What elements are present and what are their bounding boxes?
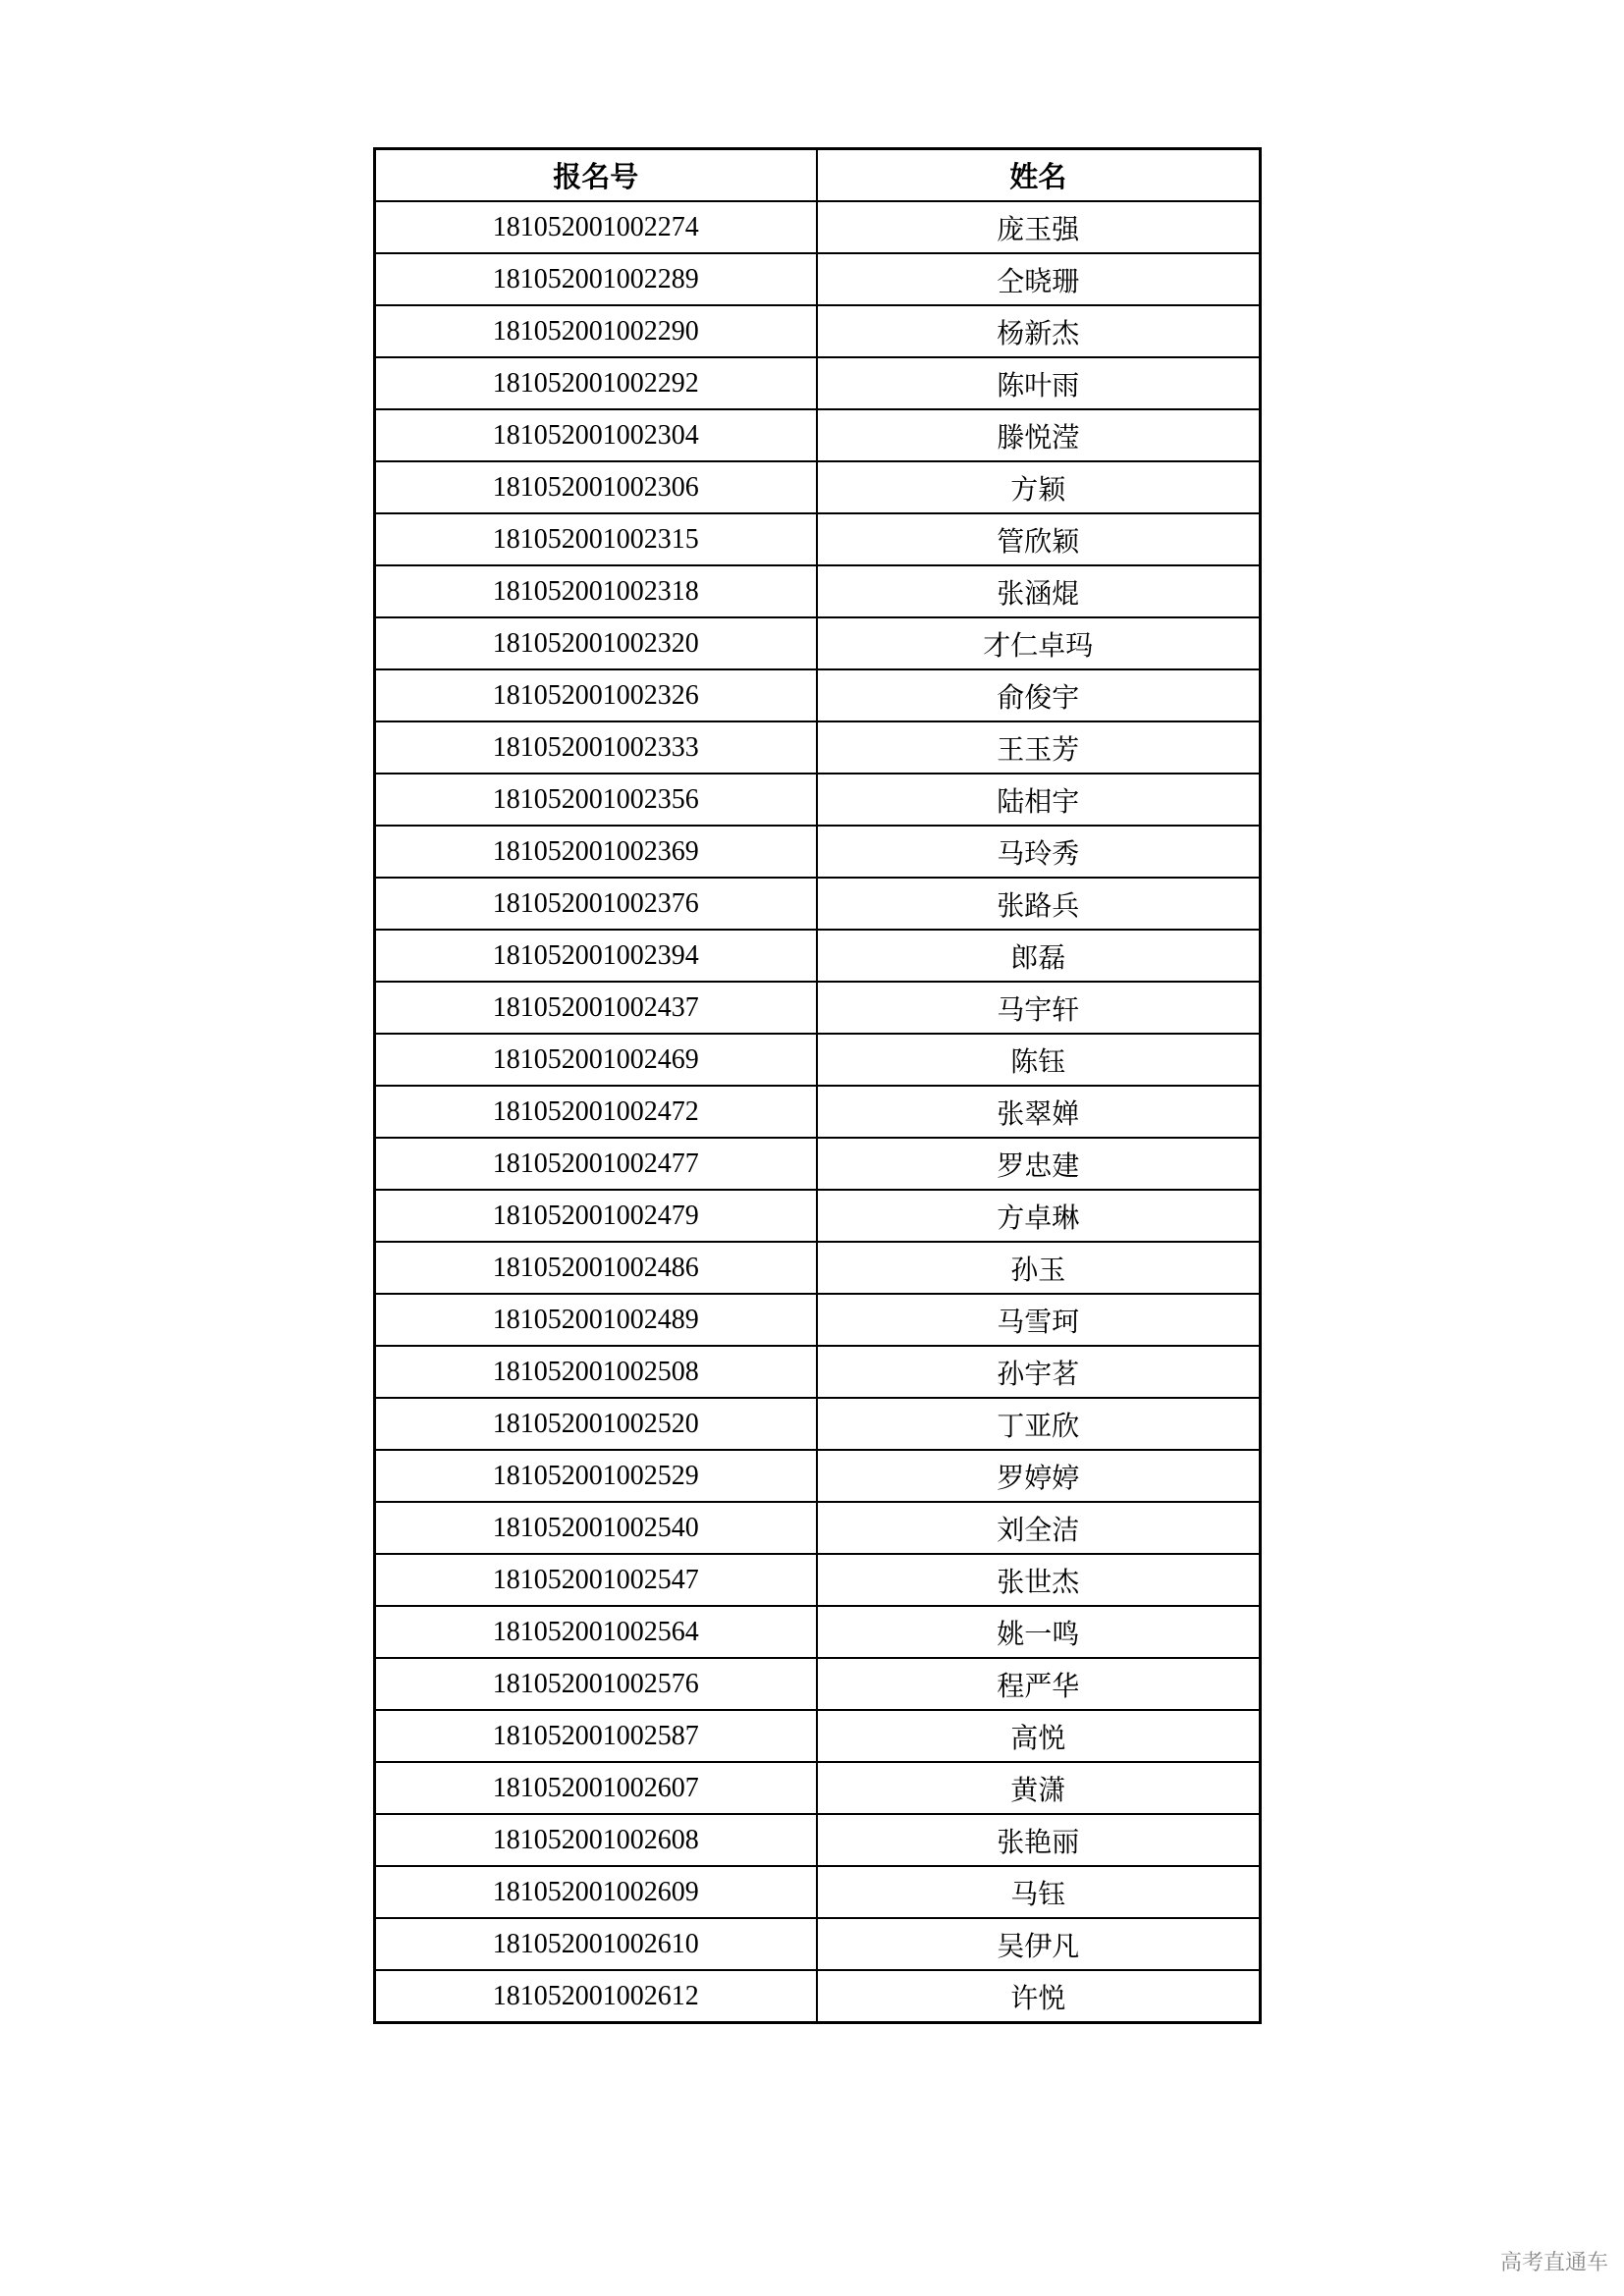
name-cell: 张涵焜 [817, 565, 1261, 617]
name-cell: 丁亚欣 [817, 1398, 1261, 1450]
table-row [375, 1554, 1261, 1606]
table-row [375, 774, 1261, 826]
registration-number-cell: 181052001002479 [375, 1190, 817, 1242]
registration-number-cell: 181052001002486 [375, 1242, 817, 1294]
name-cell: 滕悦滢 [817, 409, 1261, 461]
registration-number-cell: 181052001002318 [375, 565, 817, 617]
registration-number-cell: 181052001002306 [375, 461, 817, 513]
table-row [375, 305, 1261, 357]
registration-number-cell: 181052001002304 [375, 409, 817, 461]
registration-number-cell: 181052001002290 [375, 305, 817, 357]
name-cell: 刘全洁 [817, 1502, 1261, 1554]
registration-number-cell: 181052001002612 [375, 1970, 817, 2023]
name-cell: 才仁卓玛 [817, 617, 1261, 669]
name-cell: 张艳丽 [817, 1814, 1261, 1866]
table-row [375, 1970, 1261, 2023]
name-cell: 陈叶雨 [817, 357, 1261, 409]
name-cell: 俞俊宇 [817, 669, 1261, 721]
name-cell: 管欣颖 [817, 513, 1261, 565]
registration-number-cell: 181052001002576 [375, 1658, 817, 1710]
registration-number-cell: 181052001002508 [375, 1346, 817, 1398]
registration-number-cell: 181052001002320 [375, 617, 817, 669]
registration-number-cell: 181052001002289 [375, 253, 817, 305]
table-row [375, 1710, 1261, 1762]
registration-number-cell: 181052001002587 [375, 1710, 817, 1762]
registration-number-cell: 181052001002477 [375, 1138, 817, 1190]
table-row [375, 409, 1261, 461]
name-cell: 陈钰 [817, 1034, 1261, 1086]
name-cell: 高悦 [817, 1710, 1261, 1762]
registration-number-cell: 181052001002609 [375, 1866, 817, 1918]
table-row [375, 1034, 1261, 1086]
table-row [375, 878, 1261, 930]
table-row [375, 1502, 1261, 1554]
table-row [375, 513, 1261, 565]
registration-number-cell: 181052001002326 [375, 669, 817, 721]
table-row [375, 982, 1261, 1034]
name-cell: 吴伊凡 [817, 1918, 1261, 1970]
registration-number-cell: 181052001002376 [375, 878, 817, 930]
registration-number-cell: 181052001002529 [375, 1450, 817, 1502]
table-row [375, 1242, 1261, 1294]
table-row [375, 357, 1261, 409]
table-row [375, 565, 1261, 617]
table-row [375, 930, 1261, 982]
table-row [375, 253, 1261, 305]
name-cell: 杨新杰 [817, 305, 1261, 357]
name-cell: 张路兵 [817, 878, 1261, 930]
name-cell: 张翠婵 [817, 1086, 1261, 1138]
name-cell: 罗婷婷 [817, 1450, 1261, 1502]
registration-number-cell: 181052001002292 [375, 357, 817, 409]
registration-number-cell: 181052001002547 [375, 1554, 817, 1606]
table-row [375, 1398, 1261, 1450]
name-cell: 陆相宇 [817, 774, 1261, 826]
name-cell: 方卓琳 [817, 1190, 1261, 1242]
registration-number-cell: 181052001002610 [375, 1918, 817, 1970]
registration-number-cell: 181052001002472 [375, 1086, 817, 1138]
registration-number-cell: 181052001002469 [375, 1034, 817, 1086]
name-cell: 庞玉强 [817, 201, 1261, 253]
header-name: 姓名 [817, 149, 1261, 202]
name-cell: 孙玉 [817, 1242, 1261, 1294]
table-row [375, 1294, 1261, 1346]
registration-number-cell: 181052001002315 [375, 513, 817, 565]
table-row [375, 1918, 1261, 1970]
watermark-text: 高考直通车 [1499, 2251, 1608, 2275]
name-cell: 马宇轩 [817, 982, 1261, 1034]
name-cell: 马雪珂 [817, 1294, 1261, 1346]
table-row [375, 721, 1261, 774]
table-row [375, 617, 1261, 669]
table-row [375, 461, 1261, 513]
name-cell: 郎磊 [817, 930, 1261, 982]
name-cell: 张世杰 [817, 1554, 1261, 1606]
name-cell: 程严华 [817, 1658, 1261, 1710]
header-registration-number: 报名号 [375, 149, 817, 202]
registration-number-cell: 181052001002437 [375, 982, 817, 1034]
registration-number-cell: 181052001002369 [375, 826, 817, 878]
table-row [375, 669, 1261, 721]
registration-number-cell: 181052001002540 [375, 1502, 817, 1554]
name-cell: 马玲秀 [817, 826, 1261, 878]
registration-number-cell: 181052001002607 [375, 1762, 817, 1814]
table-row [375, 1450, 1261, 1502]
name-cell: 马钰 [817, 1866, 1261, 1918]
name-cell: 孙宇茗 [817, 1346, 1261, 1398]
name-cell: 姚一鸣 [817, 1606, 1261, 1658]
name-cell: 仝晓珊 [817, 253, 1261, 305]
registration-number-cell: 181052001002564 [375, 1606, 817, 1658]
name-cell: 罗忠建 [817, 1138, 1261, 1190]
table-row [375, 201, 1261, 253]
name-cell: 黄潇 [817, 1762, 1261, 1814]
registration-number-cell: 181052001002608 [375, 1814, 817, 1866]
table-row [375, 1658, 1261, 1710]
name-cell: 许悦 [817, 1970, 1261, 2023]
table-row [375, 1814, 1261, 1866]
table-row [375, 1606, 1261, 1658]
table-row [375, 1190, 1261, 1242]
registration-number-cell: 181052001002356 [375, 774, 817, 826]
name-cell: 方颖 [817, 461, 1261, 513]
table-row [375, 1866, 1261, 1918]
table-row [375, 1138, 1261, 1190]
registration-number-cell: 181052001002274 [375, 201, 817, 253]
table-row [375, 1086, 1261, 1138]
table-row [375, 826, 1261, 878]
table-row [375, 1346, 1261, 1398]
registration-number-cell: 181052001002333 [375, 721, 817, 774]
registration-number-cell: 181052001002520 [375, 1398, 817, 1450]
admission-list-table [373, 147, 1262, 2024]
registration-number-cell: 181052001002489 [375, 1294, 817, 1346]
table-row [375, 1762, 1261, 1814]
table-header-row [375, 149, 1261, 202]
name-cell: 王玉芳 [817, 721, 1261, 774]
registration-number-cell: 181052001002394 [375, 930, 817, 982]
